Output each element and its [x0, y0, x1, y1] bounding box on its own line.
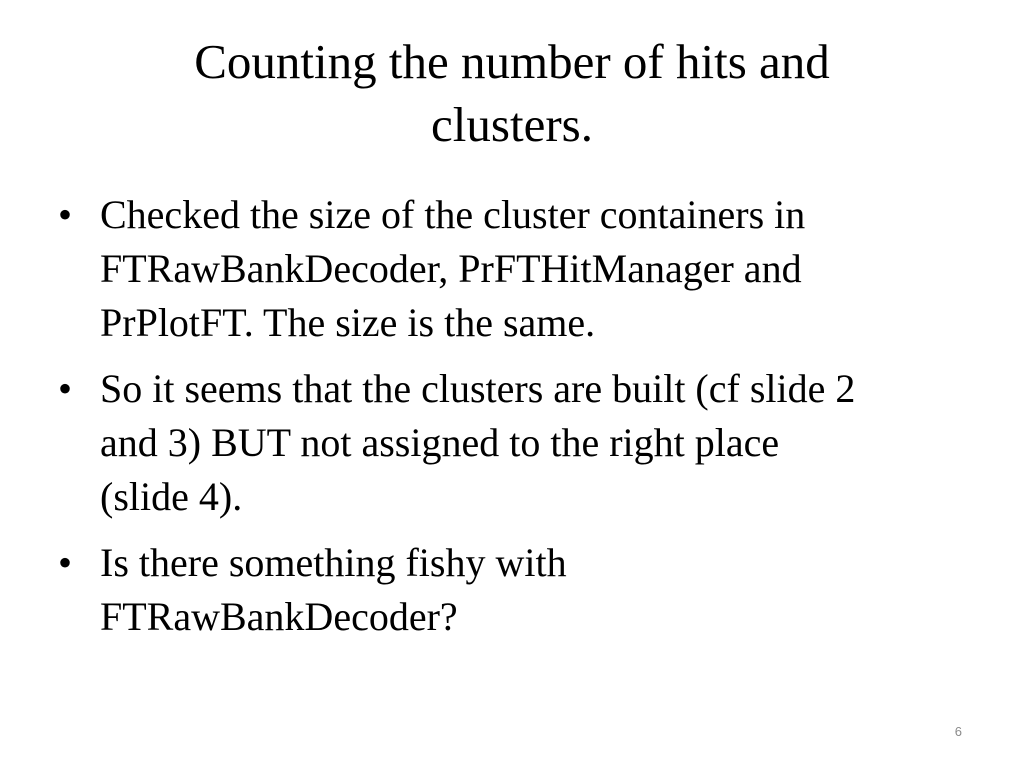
- bullet-text-line: PrPlotFT. The size is the same.: [100, 300, 596, 345]
- bullet-text-line: Is there something fishy with: [100, 540, 567, 585]
- bullet-marker-icon: •: [58, 540, 73, 585]
- bullet-item: [56, 188, 976, 350]
- bullet-text-line: Checked the size of the cluster containers in: [100, 192, 806, 237]
- bullet-text-line: FTRawBankDecoder, PrFTHitManager and: [100, 246, 802, 291]
- bullet-item: [56, 536, 976, 644]
- bullet-text-line: (slide 4).: [100, 474, 243, 519]
- bullet-marker-icon: •: [58, 192, 73, 237]
- bullet-item: [56, 362, 976, 524]
- bullet-marker-icon: •: [58, 366, 73, 411]
- slide-title-line: Counting the number of hits and: [194, 34, 830, 89]
- bullet-text-line: FTRawBankDecoder?: [100, 594, 458, 639]
- slide-title-line: clusters.: [431, 97, 593, 152]
- slide-number: 6: [954, 724, 962, 739]
- bullet-text-line: So it seems that the clusters are built (cf slide 2: [100, 366, 856, 411]
- bullet-text-line: and 3) BUT not assigned to the right place: [100, 420, 780, 465]
- slide-title: [70, 30, 954, 156]
- bullet-list: [56, 188, 976, 656]
